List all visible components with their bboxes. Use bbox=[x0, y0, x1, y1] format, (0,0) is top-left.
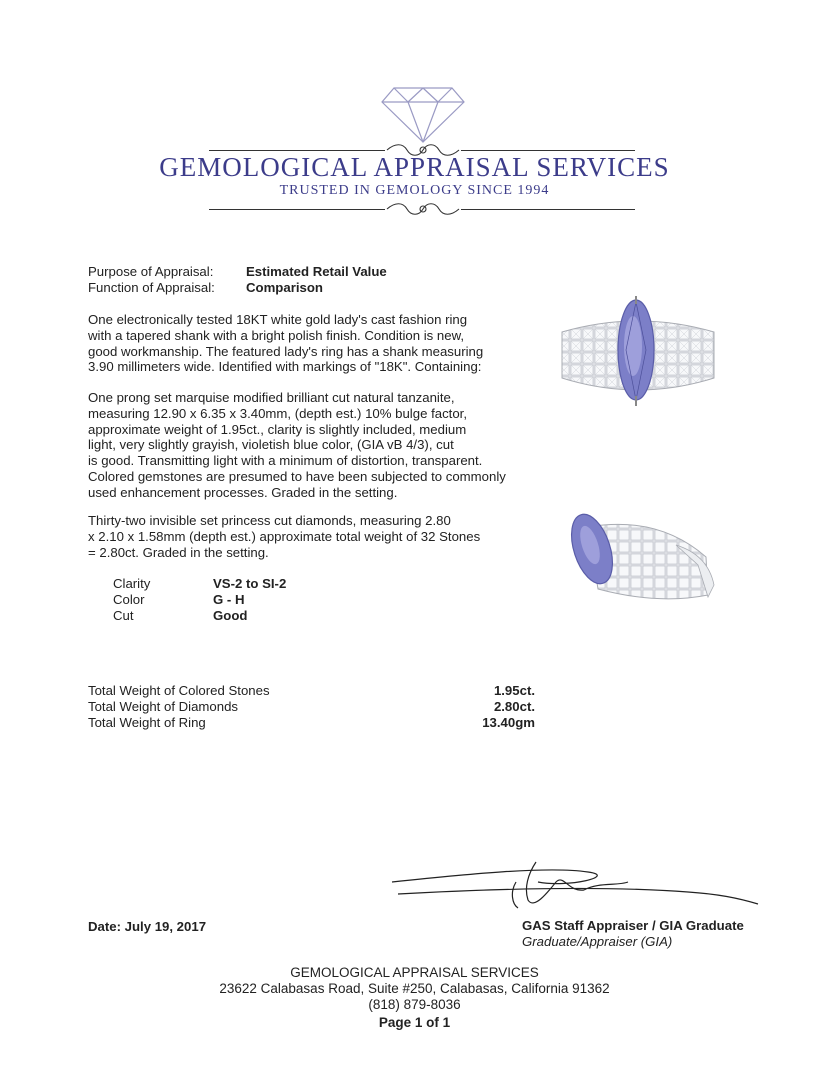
grade-clarity-value: VS-2 to SI-2 bbox=[213, 576, 287, 591]
total-ring-value: 13.40gm bbox=[482, 715, 535, 730]
total-diamonds-value: 2.80ct. bbox=[493, 699, 535, 714]
tanzanite-line: light, very slightly grayish, violetish blue color, (GIA vB 4/3), cut bbox=[88, 437, 454, 453]
ring-photo-angled bbox=[558, 505, 718, 610]
ring-line: 3.90 millimeters wide. Identified with markings of "18K". Containing: bbox=[88, 359, 482, 375]
ring-description bbox=[88, 312, 528, 375]
diamonds-line: x 2.10 x 1.58mm (depth est.) approximate total weight of 32 Stones bbox=[88, 528, 481, 544]
header-rule-top-left bbox=[209, 150, 385, 151]
tanzanite-line: Colored gemstones are presumed to have been subjected to commonly bbox=[88, 468, 506, 484]
diamonds-line: = 2.80ct. Graded in the setting. bbox=[88, 544, 269, 560]
tanzanite-line: approximate weight of 1.95ct., clarity is slightly included, medium bbox=[88, 421, 467, 437]
diamonds-description bbox=[88, 513, 528, 560]
header-rule-bottom-left bbox=[209, 209, 385, 210]
purpose-value: Estimated Retail Value bbox=[246, 264, 387, 279]
ring-line: with a tapered shank with a bright polish finish. Condition is new, bbox=[88, 327, 465, 343]
tanzanite-line: is good. Transmitting light with a minimum of distortion, transparent. bbox=[88, 453, 483, 469]
ring-line: good workmanship. The featured lady's ring has a shank measuring bbox=[88, 343, 484, 359]
ring-line: One electronically tested 18KT white gold lady's cast fashion ring bbox=[88, 312, 468, 327]
tanzanite-description bbox=[88, 390, 528, 501]
total-colored-label: Total Weight of Colored Stones bbox=[88, 683, 270, 698]
function-value: Comparison bbox=[246, 280, 323, 295]
appraisal-date: Date: July 19, 2017 bbox=[88, 919, 207, 934]
appraiser-subtitle: Graduate/Appraiser (GIA) bbox=[522, 934, 673, 949]
header-rule-bottom-right bbox=[461, 209, 635, 210]
purpose-label: Purpose of Appraisal: bbox=[88, 264, 214, 279]
function-label: Function of Appraisal: bbox=[88, 280, 215, 295]
appraiser-title: GAS Staff Appraiser / GIA Graduate bbox=[522, 918, 744, 933]
appraiser-signature bbox=[388, 852, 760, 912]
tanzanite-line: used enhancement processes. Graded in the setting. bbox=[88, 484, 398, 500]
ring-photo-front bbox=[558, 292, 718, 412]
grade-clarity-label: Clarity bbox=[113, 576, 151, 591]
total-diamonds-label: Total Weight of Diamonds bbox=[88, 699, 239, 714]
footer-phone: (818) 879-8036 bbox=[368, 997, 461, 1012]
tanzanite-line: One prong set marquise modified brilliant cut natural tanzanite, bbox=[88, 390, 455, 405]
header-rule-top-right bbox=[461, 150, 635, 151]
company-tagline: TRUSTED IN GEMOLOGY SINCE 1994 bbox=[279, 183, 550, 198]
grade-color-value: G - H bbox=[213, 592, 245, 607]
diamond-logo-icon bbox=[380, 82, 466, 144]
total-colored-value: 1.95ct. bbox=[493, 683, 535, 698]
diamonds-line: Thirty-two invisible set princess cut diamonds, measuring 2.80 bbox=[88, 513, 451, 528]
grade-cut-value: Good bbox=[213, 608, 248, 623]
company-name: GEMOLOGICAL APPRAISAL SERVICES bbox=[159, 152, 670, 182]
total-ring-label: Total Weight of Ring bbox=[88, 715, 206, 730]
grade-cut-label: Cut bbox=[113, 608, 134, 623]
grade-color-label: Color bbox=[113, 592, 145, 607]
ornament-bottom-icon bbox=[385, 200, 461, 218]
footer-company: GEMOLOGICAL APPRAISAL SERVICES bbox=[290, 965, 539, 980]
footer-address: 23622 Calabasas Road, Suite #250, Calabasas, California 91362 bbox=[219, 981, 610, 996]
footer-page-number: Page 1 of 1 bbox=[378, 1015, 451, 1030]
tanzanite-line: measuring 12.90 x 6.35 x 3.40mm, (depth est.) 10% bulge factor, bbox=[88, 405, 467, 421]
